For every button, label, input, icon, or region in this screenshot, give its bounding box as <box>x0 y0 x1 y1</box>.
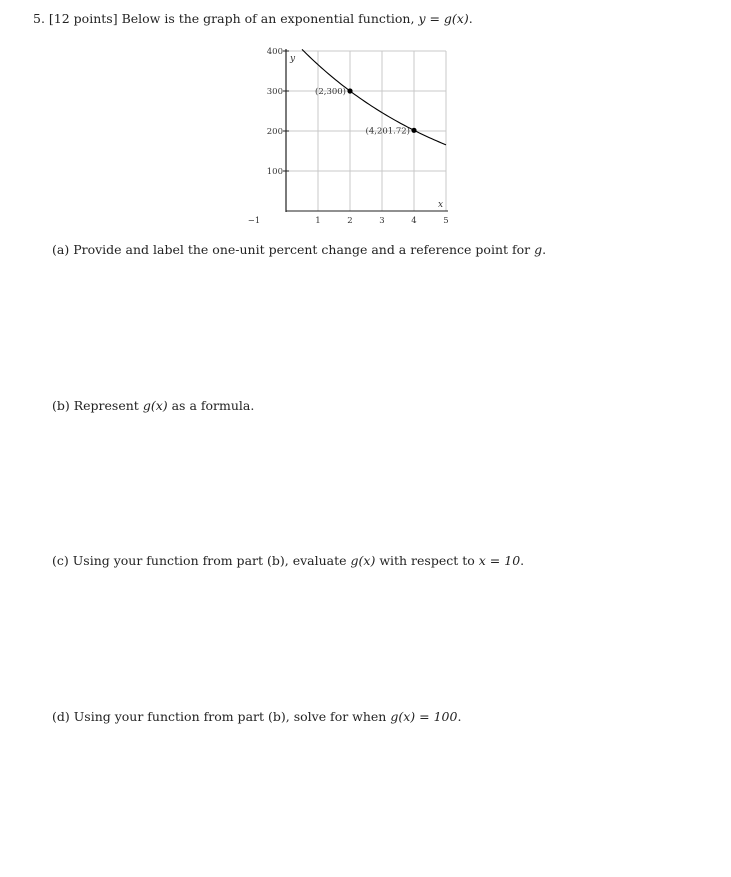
part-a-label: (a) <box>52 242 70 257</box>
data-point <box>347 88 352 93</box>
part-a-text: Provide and label the one-unit percent change and a reference point for <box>73 242 531 257</box>
x-tick-label: 5 <box>443 216 449 226</box>
part-b-text: Represent <box>73 398 139 413</box>
part-c-suffix: with respect to <box>379 553 475 568</box>
graph-tick-labels <box>248 47 449 226</box>
question-points: [12 points] <box>48 11 118 26</box>
part-d-label: (d) <box>52 709 70 724</box>
exponential-graph <box>0 0 731 240</box>
part-a-math: g <box>534 242 543 257</box>
question-number: 5. <box>33 11 45 26</box>
x-tick-label: 3 <box>379 216 385 226</box>
part-a <box>52 242 546 257</box>
part-c-label: (c) <box>52 553 69 568</box>
data-point-label: (4,201.72) <box>365 126 410 137</box>
part-b-suffix: as a formula. <box>171 398 255 413</box>
question-equation: y = g(x) <box>418 11 469 26</box>
data-point <box>411 128 416 133</box>
y-tick-label: 400 <box>266 47 283 57</box>
part-c <box>52 553 524 568</box>
y-axis-label: y <box>290 54 296 64</box>
part-b <box>52 398 254 413</box>
part-c-math: g(x) <box>350 553 376 568</box>
part-b-math: g(x) <box>142 398 168 413</box>
y-tick-label: 100 <box>266 167 283 177</box>
part-c-text: Using your function from part (b), evaluate <box>72 553 347 568</box>
x-tick-label: 4 <box>411 216 417 226</box>
part-a-suffix: . <box>542 242 547 257</box>
part-c-suffix2: . <box>520 553 525 568</box>
x-axis-label: x <box>438 200 444 210</box>
question-text: Below is the graph of an exponential function, <box>121 11 415 26</box>
x-tick-label: 2 <box>347 216 353 226</box>
x-tick-label: 1 <box>315 216 321 226</box>
question-period: . <box>468 11 473 26</box>
part-d-suffix: . <box>457 709 462 724</box>
part-b-label: (b) <box>52 398 70 413</box>
graph-points <box>315 86 417 136</box>
part-d-text: Using your function from part (b), solve for when <box>73 709 387 724</box>
part-d <box>52 709 461 724</box>
data-point-label: (2,300) <box>315 87 346 97</box>
x-tick-label: −1 <box>247 216 261 226</box>
y-tick-label: 200 <box>266 127 283 137</box>
part-d-math: g(x) = 100 <box>390 709 458 724</box>
part-c-math2: x = 10 <box>478 553 521 568</box>
y-tick-label: 300 <box>266 87 283 97</box>
